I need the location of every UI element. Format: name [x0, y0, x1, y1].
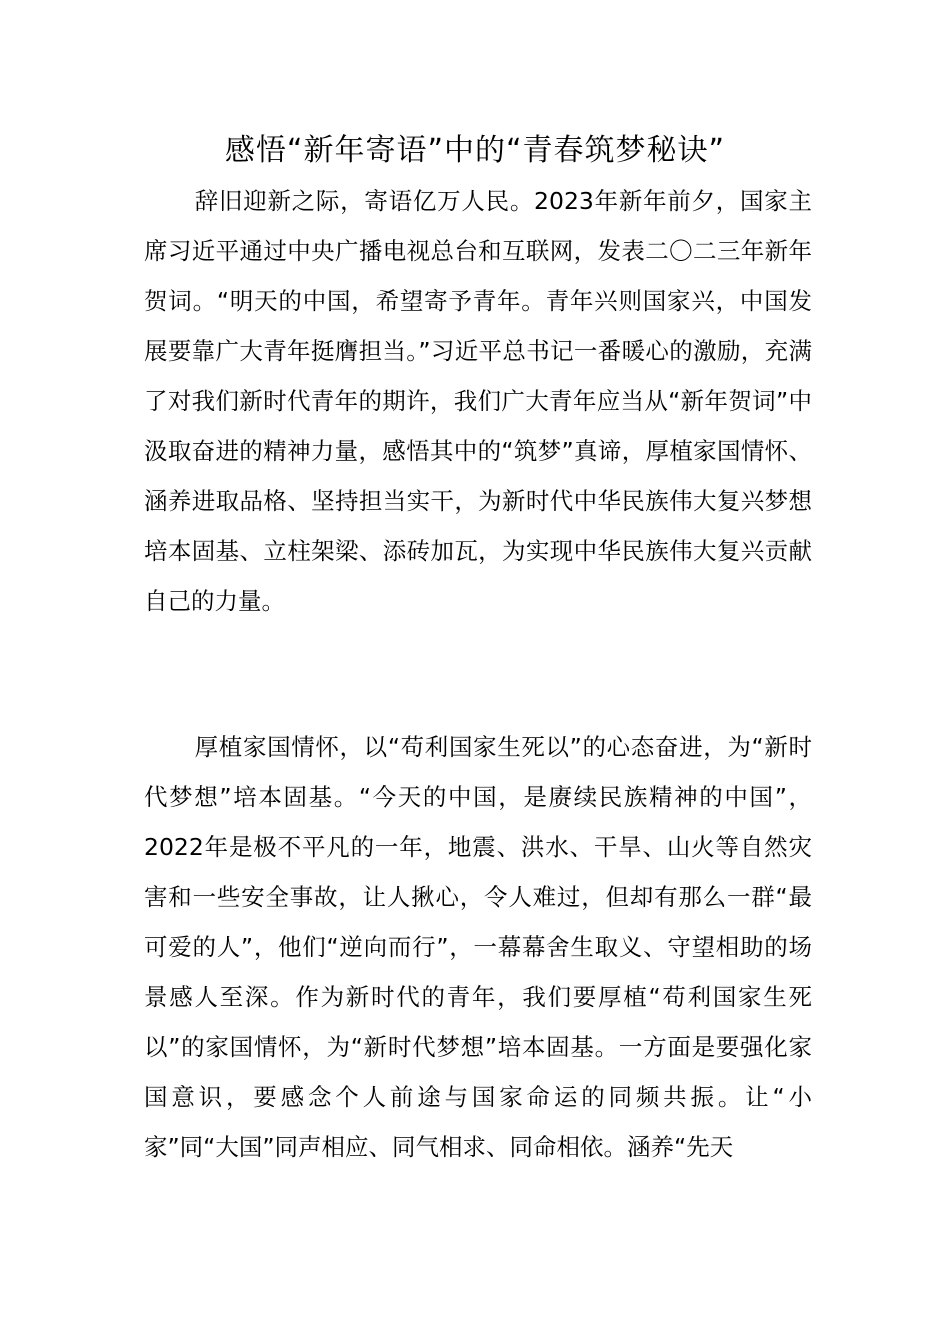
- document-title: 感悟“新年寄语”中的“青春筑梦秘诀”: [224, 133, 726, 168]
- paragraph-1: [144, 176, 812, 626]
- paragraph-2-text: 厚植家国情怀，以“苟利国家生死以”的心态奋进，为“新时代梦想”培本固基。“今天的中国，是赓续民族精神的中国”，2022年是极不平凡的一年，地震、洪水、干旱、山火等自然灾害和一些安全事故，让人揪心，令人难过，但却有那么一群“最可爱的人”，他们“逆向而行”，一幕幕舍生取义、守望相助的场景感人至深。作为新时代的青年，我们要厚植“苟利国家生死以”的家国情怀，为“新时代梦想”培本固基。一方面是要强化家国意识，要感念个人前途与国家命运的同频共振。让“小家”同“大国”同声相应、同气相求、同命相依。涵养“先天: [144, 733, 812, 1161]
- paragraph-2: [144, 722, 812, 1172]
- paragraph-1-text: 辞旧迎新之际，寄语亿万人民。2023年新年前夕，国家主席习近平通过中央广播电视总台和互联网，发表二〇二三年新年贺词。“明天的中国，希望寄予青年。青年兴则国家兴，中国发展要靠广大青年挺膺担当。”习近平总书记一番暖心的激励，充满了对我们新时代青年的期许，我们广大青年应当从“新年贺词”中汲取奋进的精神力量，感悟其中的“筑梦”真谛，厚植家国情怀、涵养进取品格、坚持担当实干，为新时代中华民族伟大复兴梦想培本固基、立柱架梁、添砖加瓦，为实现中华民族伟大复兴贡献自己的力量。: [144, 187, 812, 615]
